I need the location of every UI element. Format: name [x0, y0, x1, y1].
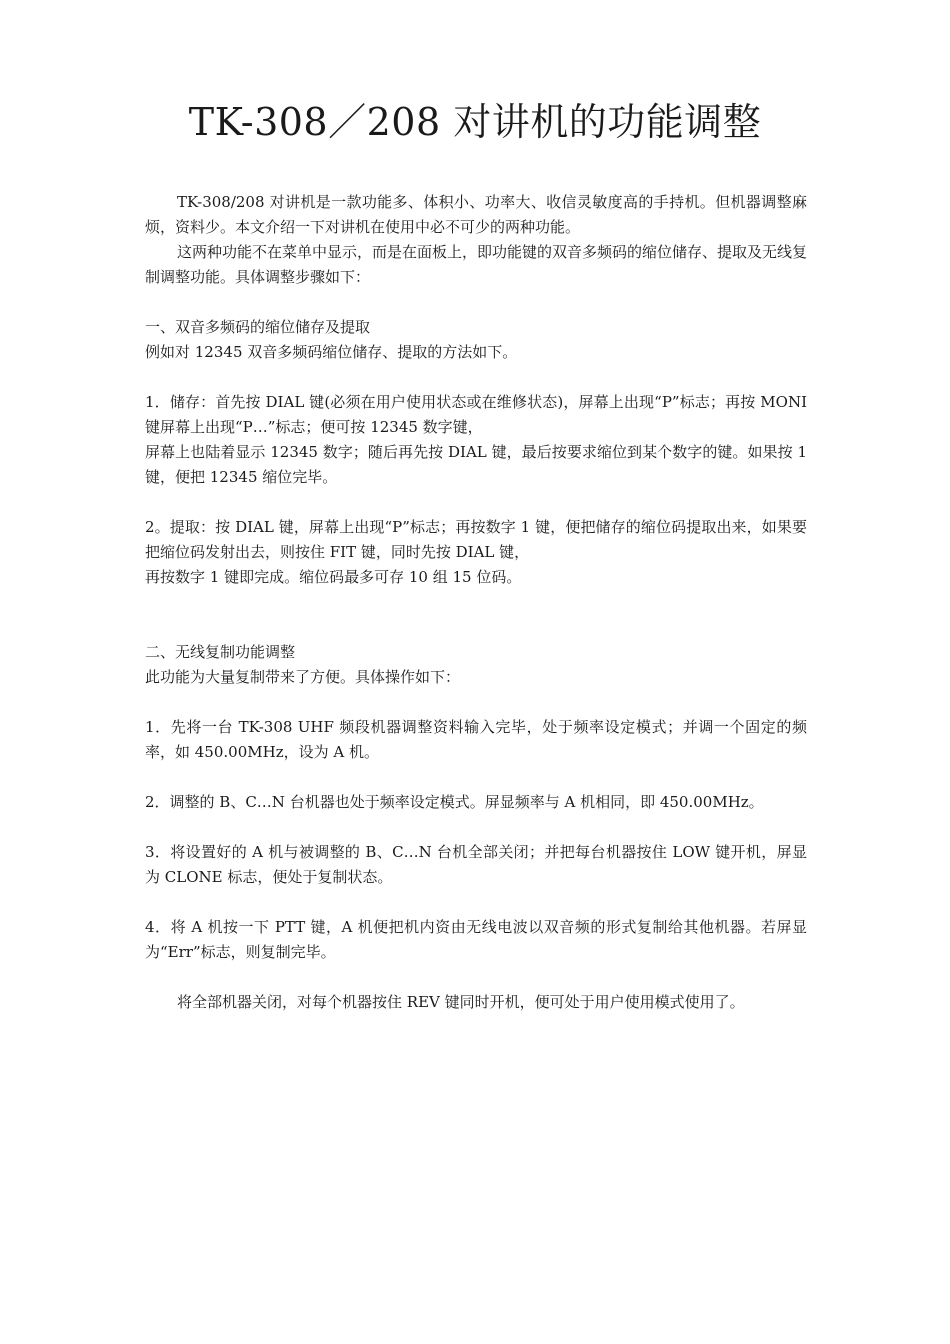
section2-step-2: 2．调整的 B、C…N 台机器也处于频率设定模式。屏显频率与 A 机相同，即 450.00MHz。 — [145, 793, 764, 811]
section2-heading: 二、无线复制功能调整 — [145, 643, 296, 661]
section1-step2-line2: 再按数字 1 键即完成。缩位码最多可存 10 组 15 位码。 — [145, 568, 522, 586]
spacer — [145, 490, 807, 515]
spacer — [145, 290, 807, 315]
section2-step-3: 3．将设置好的 A 机与被调整的 B、C…N 台机全部关闭；并把每台机器按住 LOW 键开机，屏显为 CLONE 标志，便处于复制状态。 — [145, 843, 807, 886]
spacer — [145, 590, 807, 640]
document-title: TK-308／208 对讲机的功能调整 — [188, 100, 762, 144]
section1-step1-line1: 1．储存：首先按 DIAL 键(必须在用户使用状态或在维修状态)，屏幕上出现“P”标志；再按 MONI 键屏幕上出现“P…”标志；便可按 12345 数字键， — [145, 393, 807, 436]
intro-paragraph-2: 这两种功能不在菜单中显示，而是在面板上，即功能键的双音多频码的缩位储存、提取及无线复制调整功能。具体调整步骤如下： — [145, 243, 808, 286]
section2-subheading: 此功能为大量复制带来了方便。具体操作如下： — [145, 668, 461, 686]
section1-step2-line1: 2。提取：按 DIAL 键，屏幕上出现“P”标志；再按数字 1 键，便把储存的缩位码提取出来，如果要把缩位码发射出去，则按住 FIT 键，同时先按 DIAL 键， — [145, 518, 807, 561]
spacer — [145, 965, 807, 990]
section1-heading: 一、双音多频码的缩位储存及提取 — [145, 318, 371, 336]
intro-paragraph-1: TK-308/208 对讲机是一款功能多、体积小、功率大、收信灵敏度高的手持机。但机器调整麻烦，资料少。本文介绍一下对讲机在使用中必不可少的两种功能。 — [145, 193, 807, 236]
closing-paragraph: 将全部机器关闭，对每个机器按住 REV 键同时开机，便可处于用户使用模式使用了。 — [177, 993, 745, 1011]
spacer — [145, 765, 807, 790]
section2-step-1: 1．先将一台 TK-308 UHF 频段机器调整资料输入完毕，处于频率设定模式；并调一个固定的频率，如 450.00MHz，设为 A 机。 — [145, 718, 807, 761]
section1-subheading: 例如对 12345 双音多频码缩位储存、提取的方法如下。 — [145, 343, 518, 361]
spacer — [145, 890, 807, 915]
document-body — [145, 190, 807, 1015]
spacer — [145, 365, 807, 390]
spacer — [145, 690, 807, 715]
section2-step-4: 4．将 A 机按一下 PTT 键，A 机便把机内资由无线电波以双音频的形式复制给其他机器。若屏显为“Err”标志，则复制完毕。 — [145, 918, 807, 961]
section1-step1-line2: 屏幕上也陆着显示 12345 数字；随后再先按 DIAL 键，最后按要求缩位到某个数字的键。如果按 1 键，便把 12345 缩位完毕。 — [145, 443, 807, 486]
spacer — [145, 815, 807, 840]
